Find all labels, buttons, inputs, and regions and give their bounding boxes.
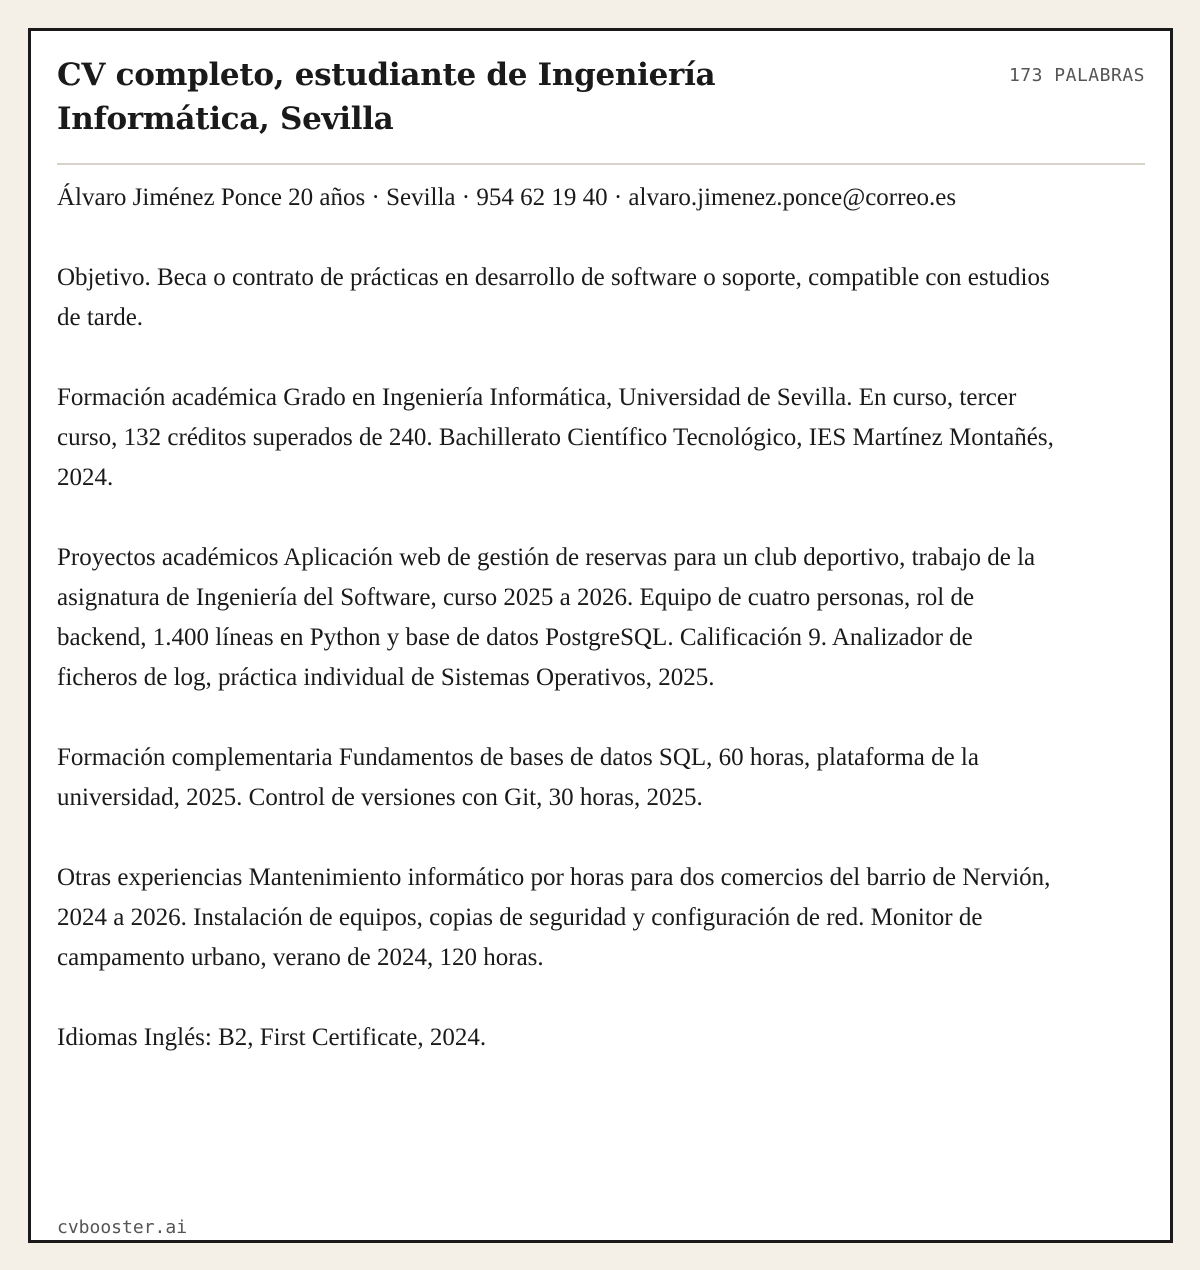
education-paragraph: Formación académica Grado en Ingeniería Informática, Universidad de Sevilla. En curso, tercer curso, 132 créditos superados de 240. Bachillerato Científico Tecnológico, IES Martínez Montañés, 2024. [57,384,1054,491]
cv-document-card [28,28,1173,1243]
document-body [57,178,1057,1058]
objective-paragraph: Objetivo. Beca o contrato de prácticas en desarrollo de software o soporte, compatible con estudios de tarde. [57,264,1050,331]
word-count-badge: 173 PALABRAS [1008,65,1145,86]
document-header [57,53,1145,165]
languages-paragraph: Idiomas Inglés: B2, First Certificate, 2024. [57,1024,487,1051]
other-experience-paragraph: Otras experiencias Mantenimiento informático por horas para dos comercios del barrio de Nervión, 2024 a 2026. Instalación de equipos, copias de seguridad y configuración de red. Monitor de campamento urbano, verano de 2024, 120 horas. [57,864,1051,971]
document-title: CV completo, estudiante de Ingeniería Informática, Sevilla [57,57,716,137]
contact-paragraph: Álvaro Jiménez Ponce 20 años · Sevilla · 954 62 19 40 · alvaro.jimenez.ponce@correo.es [57,184,957,211]
complementary-training-paragraph: Formación complementaria Fundamentos de bases de datos SQL, 60 horas, plataforma de la universidad, 2025. Control de versiones con Git, 30 horas, 2025. [57,744,979,811]
footer-brand: cvbooster.ai [57,1217,188,1238]
projects-paragraph: Proyectos académicos Aplicación web de gestión de reservas para un club deportivo, trabajo de la asignatura de Ingeniería del Software, curso 2025 a 2026. Equipo de cuatro personas, rol de backend, 1.400 líneas en Python y base de datos PostgreSQL. Calificación 9. Analizador de ficheros de log, práctica individual de Sistemas Operativos, 2025. [57,544,1036,691]
